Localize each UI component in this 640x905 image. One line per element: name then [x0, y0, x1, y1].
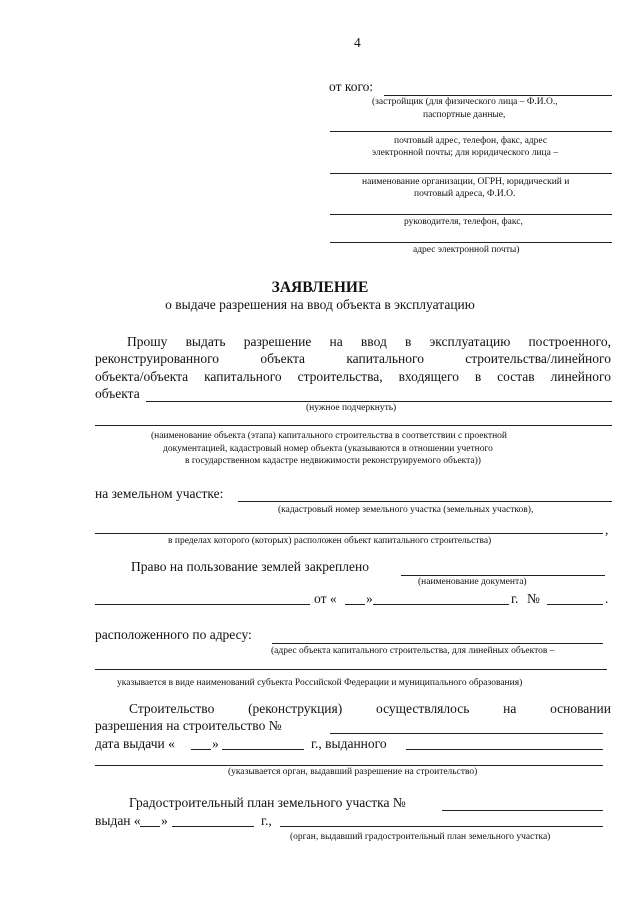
word: строительства,	[297, 369, 383, 384]
gpzu-label: Градостроительный план земельного участка №	[129, 795, 406, 810]
from-hint: наименование организации, ОГРН, юридический и	[362, 177, 570, 187]
word: реконструированного	[95, 351, 220, 366]
word: линейного	[550, 369, 611, 384]
word: на	[503, 701, 517, 716]
object-name-field[interactable]	[95, 425, 612, 426]
gpzu-hint: (орган, выдавший градостроительный план земельного участка)	[290, 832, 551, 842]
from-line-4[interactable]	[330, 214, 612, 215]
construction-text-line: разрешения на строительство №	[95, 718, 282, 733]
word: выдать	[185, 334, 226, 349]
rights-dot: .	[605, 591, 609, 606]
request-hint: в государственном кадастре недвижимости реконструируемого объекта))	[185, 456, 481, 466]
cadastral-number-field[interactable]	[238, 501, 612, 502]
cadastral-number-field-2[interactable]	[95, 533, 603, 534]
rights-year: г.	[511, 591, 519, 606]
land-hint: в пределах которого (которых) расположен объект капитального строительства)	[168, 536, 492, 546]
permit-number-field[interactable]	[330, 733, 603, 734]
address-field[interactable]	[272, 643, 603, 644]
rights-from: от «	[314, 591, 337, 606]
rights-hint: (наименование документа)	[418, 577, 527, 587]
from-hint: (застройщик (для физического лица – Ф.И.О.,	[372, 97, 558, 107]
rights-number-field[interactable]	[547, 604, 603, 605]
word: в	[474, 369, 482, 384]
from-hint: почтовый адреса, Ф.И.О.	[414, 189, 516, 199]
address-hint: (адрес объекта капитального строительства, для линейных объектов –	[271, 646, 555, 656]
request-hint: (наименование объекта (этапа) капитального строительства в соответствии с проектной	[151, 431, 508, 441]
rights-label: Право на пользование землей закреплено	[131, 559, 369, 574]
word: объекта	[260, 351, 306, 366]
from-hint: адрес электронной почты)	[413, 245, 520, 255]
issue-date-label: дата выдачи «	[95, 736, 175, 751]
request-text-line	[95, 352, 611, 366]
gpzu-issued: выдан «	[95, 813, 141, 828]
gpzu-issuer-field[interactable]	[280, 826, 603, 827]
rights-month-field[interactable]	[373, 604, 509, 605]
word: Строительство	[129, 701, 215, 716]
word: объекта/объекта	[95, 369, 189, 384]
permit-year-issued: г., выданного	[311, 736, 387, 751]
word: состав	[497, 369, 535, 384]
permit-issuer-field[interactable]	[406, 749, 603, 750]
from-hint: руководителя, телефон, факс,	[404, 217, 523, 227]
request-text-line: объекта	[95, 386, 140, 401]
word: ввод	[360, 334, 387, 349]
word: построенного,	[528, 334, 611, 349]
request-hint: документацией, кадастровый номер объекта (указываются в отношении учетного	[163, 444, 493, 454]
word: капитального	[346, 351, 424, 366]
rights-field-2[interactable]	[95, 604, 310, 605]
word: капитального	[204, 369, 282, 384]
word: в	[404, 334, 412, 349]
request-hint: (нужное подчеркнуть)	[306, 403, 397, 413]
address-hint: указывается в виде наименований субъекта Российской Федерации и муниципального образования)	[117, 678, 523, 688]
object-type-field[interactable]	[146, 401, 612, 402]
from-line-1[interactable]	[384, 95, 612, 96]
address-label: расположенного по адресу:	[95, 627, 252, 642]
document-title: ЗАЯВЛЕНИЕ	[271, 279, 369, 296]
permit-month-field[interactable]	[222, 749, 304, 750]
from-line-3[interactable]	[330, 173, 612, 174]
word: (реконструкция)	[248, 701, 343, 716]
gpzu-day-field[interactable]	[140, 826, 160, 827]
page-number: 4	[354, 35, 361, 50]
gpzu-year: г.,	[261, 813, 272, 828]
from-line-2[interactable]	[330, 131, 612, 132]
gpzu-month-field[interactable]	[172, 826, 254, 827]
gpzu-number-field[interactable]	[442, 810, 603, 811]
request-text-line	[127, 335, 611, 349]
land-hint: (кадастровый номер земельного участка (земельных участков),	[278, 505, 534, 515]
rights-number-sign: №	[527, 591, 540, 606]
permit-issuer-field-2[interactable]	[95, 765, 603, 766]
construction-text-line	[129, 702, 611, 716]
permit-quote: »	[212, 736, 219, 751]
land-comma: ,	[605, 522, 609, 537]
word: основании	[550, 701, 611, 716]
from-line-5[interactable]	[330, 242, 612, 243]
from-hint: паспортные данные,	[423, 110, 506, 120]
rights-quote: »	[366, 591, 373, 606]
rights-day-field[interactable]	[345, 604, 365, 605]
rights-document-field[interactable]	[401, 575, 605, 576]
document-subtitle: о выдаче разрешения на ввод объекта в эксплуатацию	[165, 297, 475, 312]
word: входящего	[398, 369, 459, 384]
word: разрешение	[243, 334, 312, 349]
word: строительства/линейного	[465, 351, 611, 366]
construction-hint: (указывается орган, выдавший разрешение на строительство)	[228, 767, 478, 777]
from-label: от кого:	[329, 79, 374, 94]
word: эксплуатацию	[429, 334, 511, 349]
permit-day-field[interactable]	[191, 749, 211, 750]
word: осуществлялось	[375, 701, 470, 716]
request-text-line	[95, 370, 611, 384]
address-field-2[interactable]	[95, 669, 607, 670]
gpzu-quote: »	[161, 813, 168, 828]
from-hint: почтовый адрес, телефон, факс, адрес	[394, 136, 548, 146]
word: на	[329, 334, 343, 349]
word: Прошу	[127, 334, 168, 349]
from-hint: электронной почты; для юридического лица –	[372, 148, 558, 158]
land-label: на земельном участке:	[95, 486, 224, 501]
